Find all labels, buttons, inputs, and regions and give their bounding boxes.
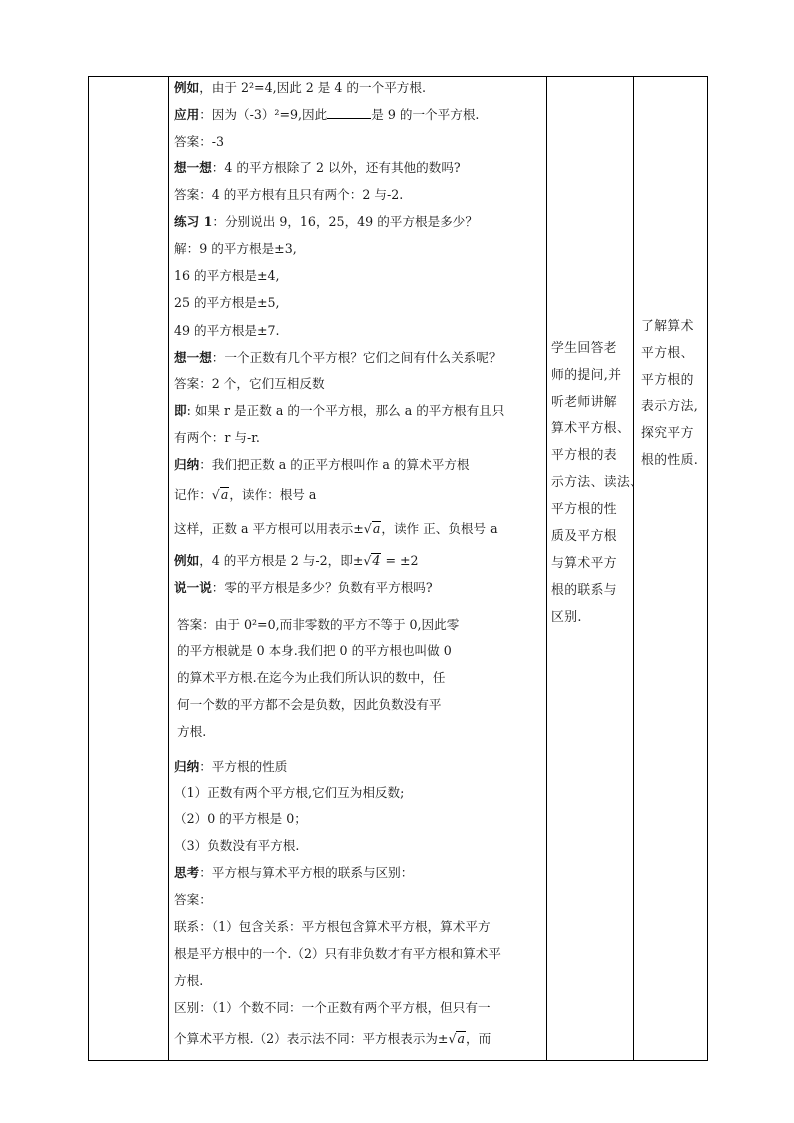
reflect-line: 思考：平方根与算术平方根的联系与区别： — [174, 865, 414, 880]
student-activity-line: 区别. — [551, 610, 582, 625]
property-item: （3）负数没有平方根. — [174, 838, 300, 853]
thus-line: 这样，正数 a 平方根可以用表示±√a，读作 正、负根号 a — [174, 521, 498, 536]
ji-line-2: 有两个：r 与-r. — [174, 430, 260, 445]
diff-line: 区别：（1）个数不同：一个正数有两个平方根，但只有一 — [174, 1000, 491, 1015]
solution-line: 16 的平方根是±4, — [174, 268, 280, 283]
property-item: （1）正数有两个平方根,它们互为相反数; — [174, 785, 405, 800]
summary-1: 归纳：我们把正数 a 的正平方根叫作 a 的算术平方根 — [174, 457, 470, 472]
think-1: 想一想：4 的平方根除了 2 以外，还有其他的数吗? — [174, 160, 461, 175]
student-activity-line: 听老师讲解 — [551, 395, 617, 410]
solution-line: 25 的平方根是±5, — [174, 295, 280, 310]
sqrt-symbol: √ — [363, 521, 372, 536]
column-design-intent — [633, 77, 707, 1060]
answer-blank — [327, 106, 371, 119]
answer-3: 答案：2 个，它们互相反数 — [174, 376, 325, 391]
design-intent-line: 了解算术 — [641, 319, 694, 334]
practice-1: 练习 1：分别说出 9，16，25，49 的平方根是多少？ — [174, 214, 478, 229]
sqrt-symbol: √ — [448, 1031, 457, 1046]
link-line: 联系：（1）包含关系：平方根包含算术平方根，算术平方 — [174, 919, 491, 934]
answer-4-line: 何一个数的平方都不会是负数，因此负数没有平 — [177, 697, 442, 712]
answer-4-line: 答案：由于 0²=0,而非零数的平方不等于 0,因此零 — [177, 617, 460, 632]
solution-line: 49 的平方根是±7. — [174, 323, 280, 338]
student-activity-line: 平方根的性 — [551, 502, 617, 517]
example-1: 例如，由于 2²=4,因此 2 是 4 的一个平方根. — [174, 80, 426, 95]
column-stage — [89, 77, 169, 1060]
student-activity-line: 根的联系与 — [551, 583, 617, 598]
think-2: 想一想：一个正数有几个平方根？它们之间有什么关系呢？ — [174, 350, 502, 365]
design-intent-line: 探究平方 — [641, 426, 694, 441]
answer-4-line: 方根. — [177, 724, 207, 739]
column-content — [168, 77, 547, 1060]
link-line: 根是平方根中的一个.（2）只有非负数才有平方根和算术平 — [174, 946, 501, 961]
diff-line: 个算术平方根.（2）表示法不同：平方根表示为±√a，而 — [174, 1031, 492, 1046]
student-activity-line: 示方法、读法、 — [551, 475, 644, 490]
column-student-activity — [546, 77, 644, 1060]
sqrt-symbol: √ — [363, 553, 372, 568]
sqrt-symbol: √ — [211, 487, 220, 502]
student-activity-line: 质及平方根 — [551, 529, 617, 544]
design-intent-line: 表示方法, — [641, 399, 699, 414]
summary-2: 归纳：平方根的性质 — [174, 759, 288, 774]
student-activity-line: 与算术平方 — [551, 556, 617, 571]
link-line: 方根. — [174, 973, 204, 988]
answer-4-line: 的算术平方根.在迄今为止我们所认识的数中，任 — [177, 670, 446, 685]
student-activity-line: 学生回答老 — [551, 341, 617, 356]
answer-5: 答案： — [174, 892, 212, 907]
student-activity-line: 平方根的表 — [551, 448, 617, 463]
student-activity-line: 师的提问,并 — [551, 368, 622, 383]
application: 应用：因为（-3）²=9,因此 是 9 的一个平方根. — [174, 107, 480, 122]
student-activity-line: 算术平方根、 — [551, 421, 631, 436]
lesson-table — [88, 76, 708, 1061]
notation: 记作：√a，读作：根号 a — [174, 487, 317, 502]
design-intent-line: 根的性质. — [641, 453, 699, 468]
answer-1: 答案：-3 — [174, 134, 225, 149]
solution-line: 解：9 的平方根是±3, — [174, 241, 297, 256]
answer-2: 答案：4 的平方根有且只有两个：2 与-2. — [174, 187, 404, 202]
say-line: 说一说：零的平方根是多少？负数有平方根吗? — [174, 580, 433, 595]
design-intent-line: 平方根、 — [641, 346, 694, 361]
answer-4-line: 的平方根就是 0 本身.我们把 0 的平方根也叫做 0 — [177, 643, 452, 658]
ji-line-1: 即: 如果 r 是正数 a 的一个平方根，那么 a 的平方根有且只 — [174, 403, 505, 418]
property-item: （2）0 的平方根是 0； — [174, 811, 307, 826]
example-2: 例如，4 的平方根是 2 与-2，即±√4 = ±2 — [174, 553, 419, 568]
design-intent-line: 平方根的 — [641, 373, 694, 388]
